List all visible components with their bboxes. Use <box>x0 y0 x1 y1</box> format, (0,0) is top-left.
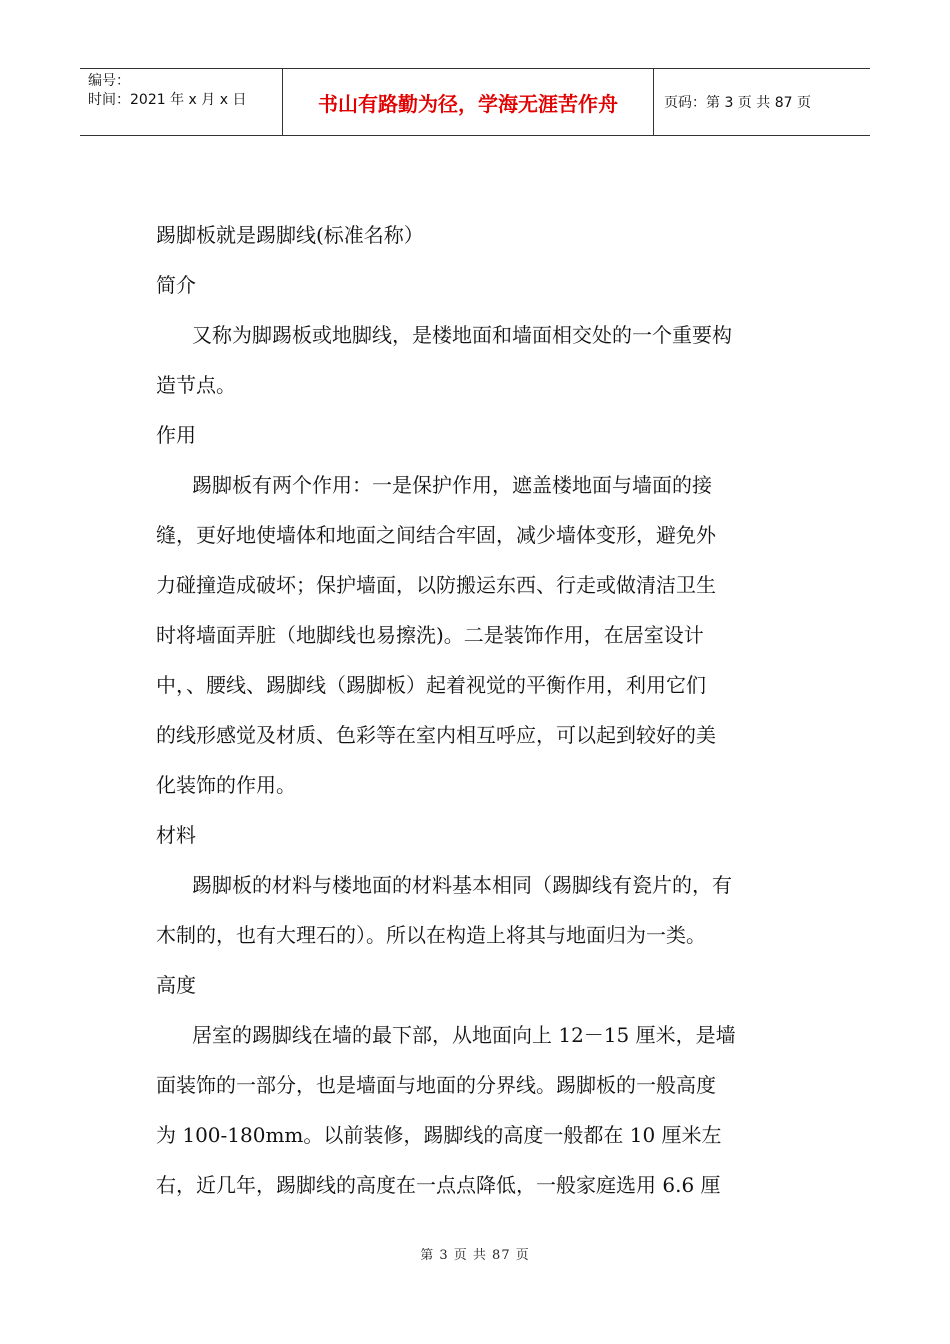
paragraph-line: 踢脚板有两个作用：一是保护作用，遮盖楼地面与墙面的接 <box>192 473 712 497</box>
paragraph-line: 时将墙面弄脏（地脚线也易擦洗)。二是装饰作用，在居室设计 <box>156 623 704 647</box>
document-body <box>156 210 806 1210</box>
paragraph-line: 化装饰的作用。 <box>156 773 296 797</box>
paragraph-line: 的线形感觉及材质、色彩等在室内相互呼应，可以起到较好的美 <box>156 723 716 747</box>
header-page-info: 页码：第 3 页 共 87 页 <box>664 95 811 111</box>
time-label: 时间：2021 年 x 月 x 日 <box>88 92 247 108</box>
title-line: 踢脚板就是踢脚线(标准名称） <box>156 223 424 247</box>
paragraph-line: 右，近几年，踢脚线的高度在一点点降低，一般家庭选用 6.6 厘 <box>156 1173 721 1197</box>
header-motto: 书山有路勤为径，学海无涯苦作舟 <box>282 69 654 135</box>
section-heading-function: 作用 <box>156 423 196 447</box>
paragraph-line: 中，、腰线、踢脚线（踢脚板）起着视觉的平衡作用，利用它们 <box>156 673 706 697</box>
page-footer: 第 3 页 共 87 页 <box>420 1248 530 1263</box>
document-header <box>80 68 870 136</box>
paragraph-line: 面装饰的一部分，也是墙面与地面的分界线。踢脚板的一般高度 <box>156 1073 716 1097</box>
paragraph-line: 为 100-180mm。以前装修，踢脚线的高度一般都在 10 厘米左 <box>156 1123 722 1147</box>
number-label: 编号： <box>88 73 130 89</box>
section-heading-intro: 简介 <box>156 273 196 297</box>
section-heading-material: 材料 <box>156 823 196 847</box>
paragraph-line: 居室的踢脚线在墙的最下部，从地面向上 12－15 厘米，是墙 <box>192 1023 736 1047</box>
paragraph-line: 踢脚板的材料与楼地面的材料基本相同（踢脚线有瓷片的，有 <box>192 873 732 897</box>
paragraph-line: 缝，更好地使墙体和地面之间结合牢固，减少墙体变形，避免外 <box>156 523 716 547</box>
section-heading-height: 高度 <box>156 973 196 997</box>
paragraph-line: 力碰撞造成破坏；保护墙面，以防搬运东西、行走或做清洁卫生 <box>156 573 716 597</box>
paragraph-line: 又称为脚踢板或地脚线，是楼地面和墙面相交处的一个重要构 <box>192 323 732 347</box>
paragraph-line: 造节点。 <box>156 373 236 397</box>
header-meta <box>80 69 282 135</box>
paragraph-line: 木制的，也有大理石的）。所以在构造上将其与地面归为一类。 <box>156 923 706 947</box>
